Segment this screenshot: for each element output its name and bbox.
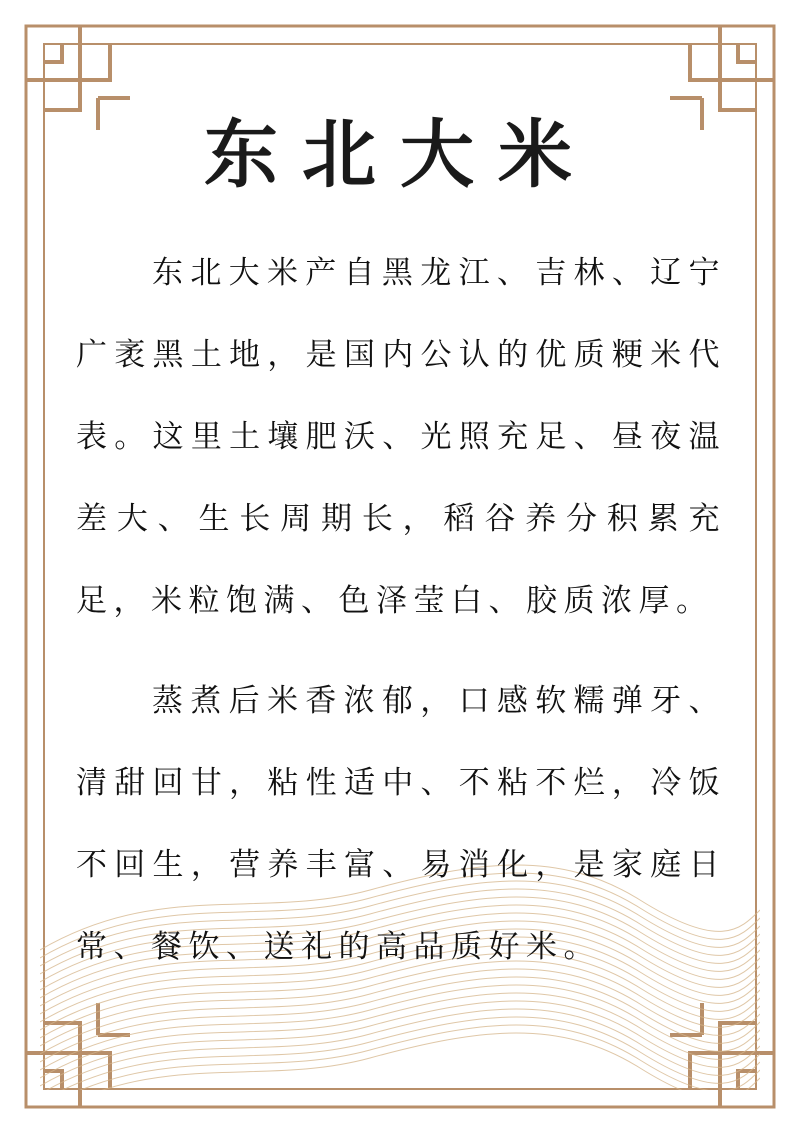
wave-line <box>40 993 760 1078</box>
wave-line <box>40 977 760 1062</box>
wave-line <box>40 1009 760 1090</box>
wave-line <box>40 1033 760 1090</box>
paragraph-1: 东北大米产自黑龙江、吉林、辽宁广袤黑土地，是国内公认的优质粳米代表。这里土壤肥沃、光照充足、昼夜温差大、生长周期长，稻谷养分积累充足，米粒饱满、色泽莹白、胶质浓厚。 <box>76 255 726 619</box>
page-title: 东北大米 <box>204 112 596 198</box>
body-text <box>76 232 726 988</box>
wave-line <box>40 1001 760 1086</box>
wave-line <box>40 985 760 1070</box>
paragraph-2: 蒸煮后米香浓郁，口感软糯弹牙、清甜回甘，粘性适中、不粘不烂，冷饭不回生，营养丰富、易消化，是家庭日常、餐饮、送礼的高品质好米。 <box>76 683 726 965</box>
